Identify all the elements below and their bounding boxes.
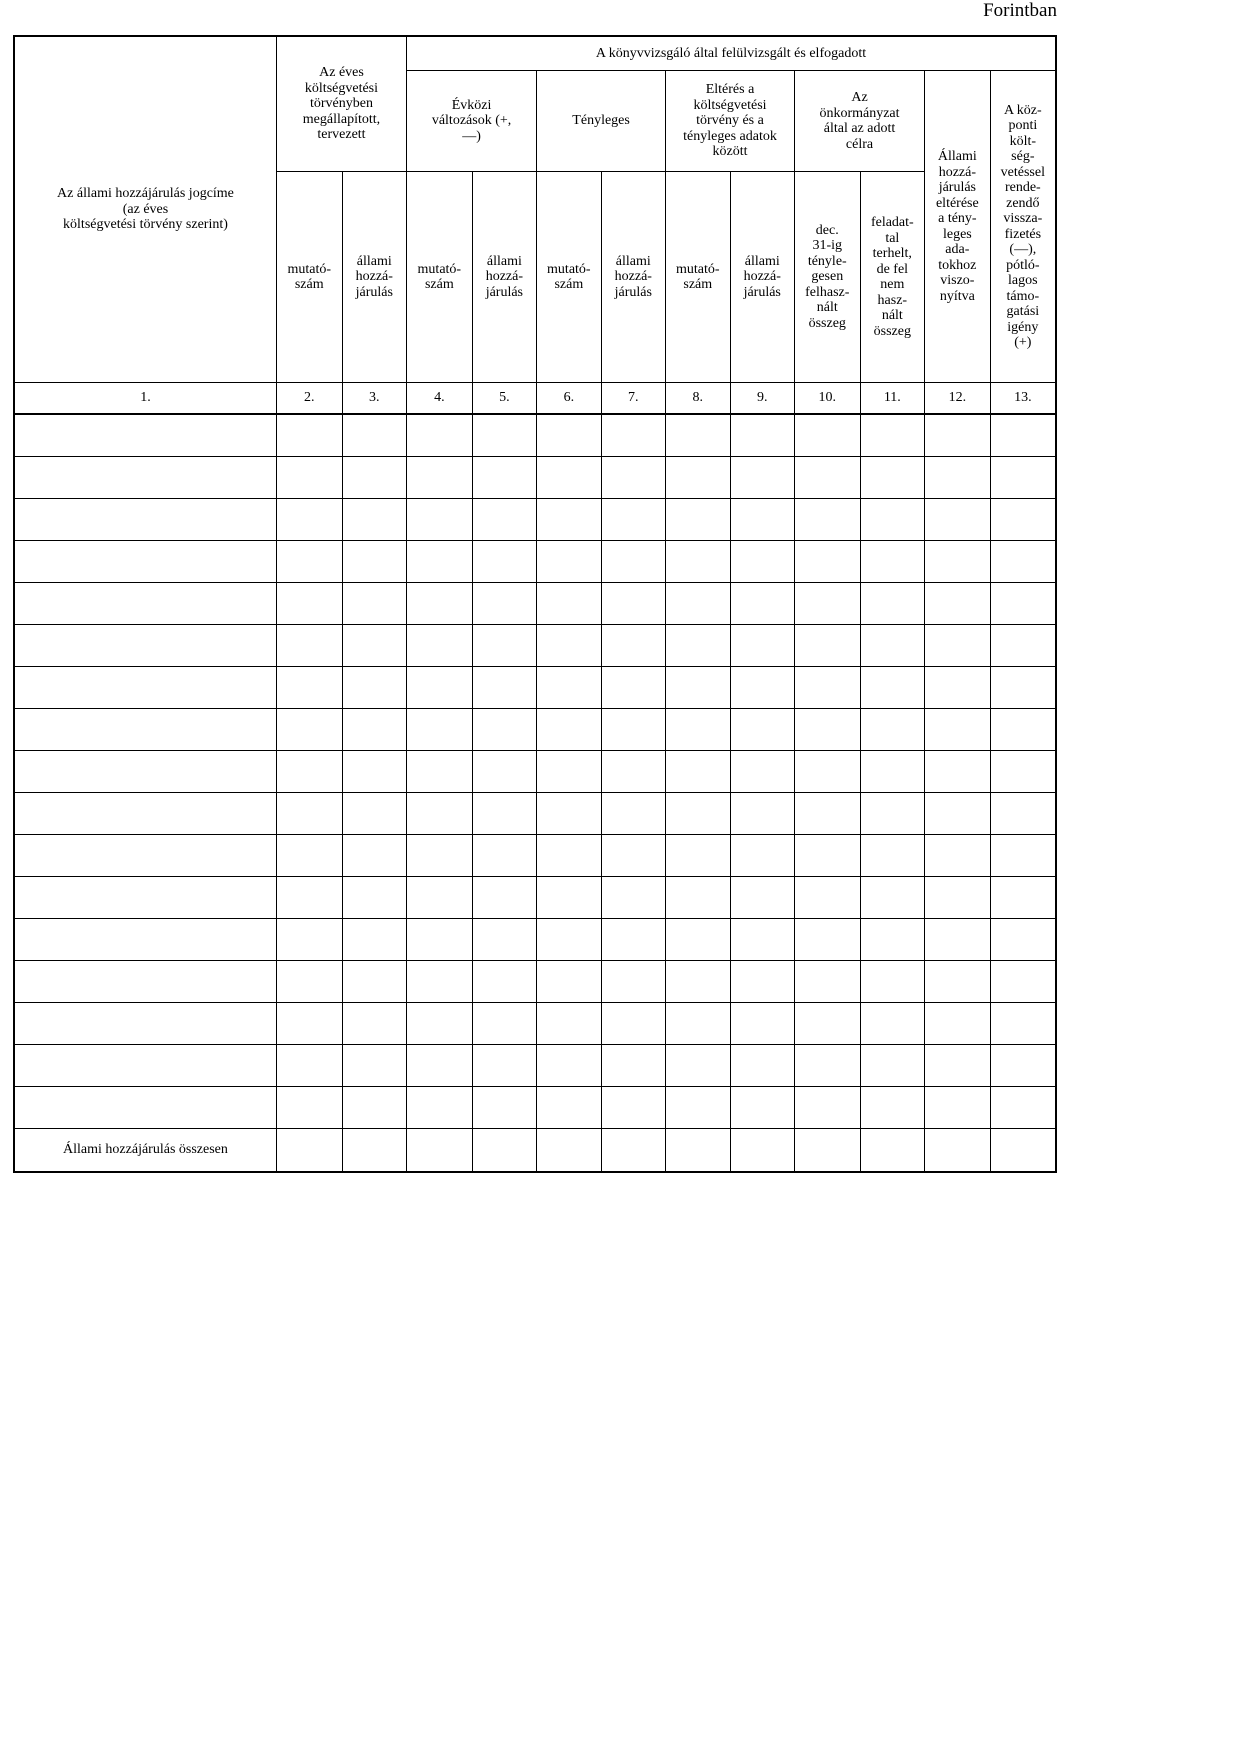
total-cell[interactable] [601, 1129, 665, 1173]
table-row [14, 541, 1056, 583]
table-cell[interactable] [794, 709, 860, 751]
table-cell[interactable] [925, 1087, 991, 1129]
table-cell[interactable] [925, 919, 991, 961]
table-cell[interactable] [860, 877, 924, 919]
table-cell[interactable] [925, 751, 991, 793]
total-cell[interactable] [794, 1129, 860, 1173]
header-state-contribution-diff: Állami hozzá- járulás eltérése a tény- leges ada- tokhoz viszo- nyítva [925, 71, 991, 383]
table-cell[interactable] [601, 1003, 665, 1045]
header-municipality-used: Az önkormányzat által az adott célra [794, 71, 924, 172]
table-row [14, 499, 1056, 541]
header-audited-group: A könyvvizsgáló által felülvizsgált és elfogadott [407, 36, 1056, 71]
table-cell[interactable] [794, 625, 860, 667]
table-cell[interactable] [860, 667, 924, 709]
table-cell[interactable] [860, 499, 924, 541]
table-cell[interactable] [990, 961, 1056, 1003]
table-cell[interactable] [990, 667, 1056, 709]
table-cell[interactable] [601, 457, 665, 499]
table-cell[interactable] [407, 1087, 473, 1129]
total-cell[interactable] [407, 1129, 473, 1173]
table-cell[interactable] [472, 414, 536, 457]
table-cell[interactable] [276, 541, 342, 583]
column-number: 2. [276, 383, 342, 415]
table-cell[interactable] [730, 457, 794, 499]
subheader-state-contribution: állami hozzá- járulás [730, 172, 794, 383]
table-cell[interactable] [407, 457, 473, 499]
total-cell[interactable] [990, 1129, 1056, 1173]
table-cell[interactable] [925, 499, 991, 541]
table-cell[interactable] [537, 751, 601, 793]
table-cell[interactable] [730, 499, 794, 541]
column-number: 5. [472, 383, 536, 415]
table-cell[interactable] [342, 919, 406, 961]
table-cell[interactable] [276, 667, 342, 709]
table-row [14, 919, 1056, 961]
table-cell[interactable] [601, 625, 665, 667]
table-cell[interactable] [990, 414, 1056, 457]
table-cell[interactable] [276, 877, 342, 919]
table-cell[interactable] [925, 625, 991, 667]
total-cell[interactable] [860, 1129, 924, 1173]
table-cell[interactable] [730, 1003, 794, 1045]
table-cell[interactable] [794, 1045, 860, 1087]
column-number: 6. [537, 383, 601, 415]
table-cell[interactable] [860, 919, 924, 961]
table-cell[interactable] [990, 457, 1056, 499]
table-cell[interactable] [794, 1003, 860, 1045]
column-number: 10. [794, 383, 860, 415]
table-cell[interactable] [860, 835, 924, 877]
table-row [14, 709, 1056, 751]
table-cell[interactable] [537, 961, 601, 1003]
table-cell[interactable] [342, 793, 406, 835]
table-cell[interactable] [472, 709, 536, 751]
table-cell[interactable] [925, 583, 991, 625]
table-cell[interactable] [342, 709, 406, 751]
table-cell[interactable] [537, 457, 601, 499]
table-cell[interactable] [794, 457, 860, 499]
table-cell[interactable] [860, 961, 924, 1003]
table-cell[interactable] [860, 541, 924, 583]
table-cell[interactable] [342, 667, 406, 709]
table-cell[interactable] [276, 709, 342, 751]
table-cell[interactable] [14, 877, 276, 919]
table-cell[interactable] [601, 835, 665, 877]
table-cell[interactable] [666, 1045, 730, 1087]
table-cell[interactable] [666, 961, 730, 1003]
column-number: 13. [990, 383, 1056, 415]
total-cell[interactable] [925, 1129, 991, 1173]
table-cell[interactable] [537, 877, 601, 919]
table-cell[interactable] [342, 1087, 406, 1129]
table-cell[interactable] [472, 667, 536, 709]
subheader-state-contribution: állami hozzá- járulás [472, 172, 536, 383]
table-cell[interactable] [730, 1087, 794, 1129]
table-cell[interactable] [472, 919, 536, 961]
table-cell[interactable] [730, 793, 794, 835]
table-row [14, 1087, 1056, 1129]
table-cell[interactable] [537, 709, 601, 751]
table-cell[interactable] [472, 1087, 536, 1129]
table-cell[interactable] [14, 457, 276, 499]
table-row [14, 583, 1056, 625]
table-cell[interactable] [860, 414, 924, 457]
table-cell[interactable] [14, 1003, 276, 1045]
table-cell[interactable] [276, 1045, 342, 1087]
state-contribution-table [13, 35, 1057, 1173]
table-cell[interactable] [342, 835, 406, 877]
column-number: 11. [860, 383, 924, 415]
table-cell[interactable] [537, 414, 601, 457]
table-row [14, 667, 1056, 709]
subheader-indicator: mutató- szám [666, 172, 730, 383]
table-cell[interactable] [730, 541, 794, 583]
table-cell[interactable] [990, 751, 1056, 793]
total-cell[interactable] [276, 1129, 342, 1173]
table-cell[interactable] [472, 877, 536, 919]
table-cell[interactable] [730, 583, 794, 625]
table-cell[interactable] [990, 835, 1056, 877]
table-cell[interactable] [601, 499, 665, 541]
table-cell[interactable] [407, 919, 473, 961]
table-cell[interactable] [666, 835, 730, 877]
table-cell[interactable] [407, 1003, 473, 1045]
table-cell[interactable] [860, 1087, 924, 1129]
table-cell[interactable] [276, 919, 342, 961]
table-cell[interactable] [990, 1003, 1056, 1045]
table-cell[interactable] [276, 583, 342, 625]
table-cell[interactable] [276, 625, 342, 667]
table-cell[interactable] [666, 793, 730, 835]
table-cell[interactable] [730, 751, 794, 793]
table-cell[interactable] [730, 667, 794, 709]
table-cell[interactable] [990, 919, 1056, 961]
table-cell[interactable] [472, 541, 536, 583]
table-cell[interactable] [990, 1087, 1056, 1129]
table-cell[interactable] [407, 709, 473, 751]
subheader-task-burdened: feladat- tal terhelt, de fel nem hasz- nált összeg [860, 172, 924, 383]
table-row [14, 877, 1056, 919]
table-cell[interactable] [342, 751, 406, 793]
table-cell[interactable] [990, 709, 1056, 751]
table-cell[interactable] [14, 709, 276, 751]
total-row [14, 1129, 1056, 1173]
table-row [14, 793, 1056, 835]
table-cell[interactable] [407, 1045, 473, 1087]
total-label: Állami hozzájárulás összesen [14, 1129, 276, 1173]
table-cell[interactable] [860, 625, 924, 667]
table-cell[interactable] [601, 793, 665, 835]
header-central-budget: A köz- ponti költ- ség- vetéssel rende- zendő vissza- fizetés (—), pótló- lagos támo- gatási igény (+) [990, 71, 1056, 383]
table-cell[interactable] [730, 919, 794, 961]
table-cell[interactable] [794, 961, 860, 1003]
table-cell[interactable] [925, 457, 991, 499]
table-cell[interactable] [276, 751, 342, 793]
header-midyear-changes: Évközi változások (+, —) [407, 71, 537, 172]
table-cell[interactable] [990, 583, 1056, 625]
table-cell[interactable] [472, 457, 536, 499]
table-cell[interactable] [537, 625, 601, 667]
table-cell[interactable] [601, 1045, 665, 1087]
subheader-used-by-dec31: dec. 31-ig tényle- gesen felhasz- nált összeg [794, 172, 860, 383]
table-cell[interactable] [860, 793, 924, 835]
table-cell[interactable] [794, 583, 860, 625]
subheader-state-contribution: állami hozzá- járulás [342, 172, 406, 383]
table-cell[interactable] [601, 709, 665, 751]
column-number: 1. [14, 383, 276, 415]
table-cell[interactable] [407, 499, 473, 541]
column-number: 12. [925, 383, 991, 415]
table-cell[interactable] [537, 835, 601, 877]
table-cell[interactable] [537, 541, 601, 583]
table-cell[interactable] [990, 499, 1056, 541]
table-row [14, 835, 1056, 877]
table-cell[interactable] [794, 414, 860, 457]
table-cell[interactable] [666, 1003, 730, 1045]
table-cell[interactable] [342, 541, 406, 583]
table-cell[interactable] [666, 919, 730, 961]
table-cell[interactable] [14, 667, 276, 709]
table-cell[interactable] [537, 667, 601, 709]
table-cell[interactable] [925, 793, 991, 835]
table-cell[interactable] [860, 583, 924, 625]
table-cell[interactable] [990, 625, 1056, 667]
table-cell[interactable] [601, 583, 665, 625]
table-cell[interactable] [537, 499, 601, 541]
table-cell[interactable] [925, 877, 991, 919]
table-cell[interactable] [730, 414, 794, 457]
table-cell[interactable] [990, 541, 1056, 583]
table-cell[interactable] [925, 541, 991, 583]
table-cell[interactable] [666, 1087, 730, 1129]
table-cell[interactable] [925, 835, 991, 877]
table-cell[interactable] [407, 835, 473, 877]
table-cell[interactable] [925, 961, 991, 1003]
table-cell[interactable] [601, 961, 665, 1003]
table-cell[interactable] [794, 793, 860, 835]
table-cell[interactable] [666, 877, 730, 919]
table-cell[interactable] [14, 414, 276, 457]
table-cell[interactable] [666, 541, 730, 583]
table-cell[interactable] [342, 877, 406, 919]
table-cell[interactable] [342, 457, 406, 499]
table-cell[interactable] [342, 1003, 406, 1045]
table-cell[interactable] [860, 1003, 924, 1045]
table-cell[interactable] [472, 499, 536, 541]
table-cell[interactable] [407, 877, 473, 919]
table-cell[interactable] [601, 541, 665, 583]
table-cell[interactable] [537, 793, 601, 835]
table-cell[interactable] [925, 709, 991, 751]
table-cell[interactable] [342, 583, 406, 625]
table-cell[interactable] [730, 625, 794, 667]
subheader-state-contribution: állami hozzá- járulás [601, 172, 665, 383]
total-cell[interactable] [342, 1129, 406, 1173]
table-cell[interactable] [794, 751, 860, 793]
table-cell[interactable] [666, 709, 730, 751]
table-cell[interactable] [472, 961, 536, 1003]
table-cell[interactable] [472, 1003, 536, 1045]
table-cell[interactable] [276, 414, 342, 457]
table-cell[interactable] [666, 751, 730, 793]
table-cell[interactable] [730, 877, 794, 919]
total-cell[interactable] [666, 1129, 730, 1173]
header-planned: Az éves költségvetési törvényben megállapított, tervezett [276, 36, 406, 172]
table-cell[interactable] [730, 835, 794, 877]
table-cell[interactable] [794, 1087, 860, 1129]
table-cell[interactable] [407, 751, 473, 793]
table-cell[interactable] [666, 414, 730, 457]
table-row [14, 414, 1056, 457]
table-cell[interactable] [14, 1045, 276, 1087]
table-cell[interactable] [276, 793, 342, 835]
table-cell[interactable] [407, 961, 473, 1003]
table-cell[interactable] [276, 835, 342, 877]
table-cell[interactable] [794, 541, 860, 583]
table-cell[interactable] [342, 499, 406, 541]
table-cell[interactable] [472, 1045, 536, 1087]
table-cell[interactable] [342, 1045, 406, 1087]
table-cell[interactable] [276, 499, 342, 541]
subheader-indicator: mutató- szám [407, 172, 473, 383]
table-cell[interactable] [990, 793, 1056, 835]
table-cell[interactable] [666, 583, 730, 625]
table-cell[interactable] [794, 499, 860, 541]
table-cell[interactable] [407, 541, 473, 583]
table-cell[interactable] [601, 667, 665, 709]
table-cell[interactable] [537, 1003, 601, 1045]
table-cell[interactable] [342, 625, 406, 667]
table-cell[interactable] [925, 414, 991, 457]
table-cell[interactable] [666, 499, 730, 541]
currency-label: Forintban [983, 0, 1057, 21]
table-cell[interactable] [601, 877, 665, 919]
table-cell[interactable] [794, 835, 860, 877]
table-cell[interactable] [14, 961, 276, 1003]
table-cell[interactable] [276, 961, 342, 1003]
table-cell[interactable] [14, 541, 276, 583]
column-number: 8. [666, 383, 730, 415]
header-title-col: Az állami hozzájárulás jogcíme (az éves költségvetési törvény szerint) [14, 36, 276, 383]
column-number-row [14, 383, 1056, 415]
table-cell[interactable] [276, 457, 342, 499]
table-cell[interactable] [472, 583, 536, 625]
table-row [14, 1045, 1056, 1087]
table-cell[interactable] [14, 1087, 276, 1129]
table-cell[interactable] [925, 1045, 991, 1087]
table-cell[interactable] [407, 414, 473, 457]
subheader-indicator: mutató- szám [276, 172, 342, 383]
table-cell[interactable] [730, 709, 794, 751]
table-row [14, 457, 1056, 499]
table-row [14, 751, 1056, 793]
table-cell[interactable] [860, 1045, 924, 1087]
table-cell[interactable] [14, 583, 276, 625]
table-cell[interactable] [730, 961, 794, 1003]
table-cell[interactable] [794, 919, 860, 961]
table-cell[interactable] [407, 793, 473, 835]
table-cell[interactable] [407, 583, 473, 625]
column-number: 4. [407, 383, 473, 415]
table-cell[interactable] [666, 625, 730, 667]
subheader-indicator: mutató- szám [537, 172, 601, 383]
table-cell[interactable] [537, 583, 601, 625]
table-cell[interactable] [14, 793, 276, 835]
table-cell[interactable] [730, 1045, 794, 1087]
table-cell[interactable] [14, 835, 276, 877]
table-cell[interactable] [472, 835, 536, 877]
table-cell[interactable] [472, 793, 536, 835]
total-cell[interactable] [537, 1129, 601, 1173]
table-cell[interactable] [537, 919, 601, 961]
table-cell[interactable] [601, 751, 665, 793]
table-cell[interactable] [925, 667, 991, 709]
table-cell[interactable] [601, 919, 665, 961]
table-cell[interactable] [601, 414, 665, 457]
header-actual: Tényleges [537, 71, 666, 172]
table-cell[interactable] [407, 625, 473, 667]
table-cell[interactable] [407, 667, 473, 709]
table-cell[interactable] [537, 1045, 601, 1087]
table-cell[interactable] [794, 667, 860, 709]
table-cell[interactable] [860, 457, 924, 499]
column-number: 7. [601, 383, 665, 415]
table-cell[interactable] [276, 1087, 342, 1129]
table-cell[interactable] [472, 625, 536, 667]
table-cell[interactable] [14, 751, 276, 793]
table-cell[interactable] [666, 667, 730, 709]
table-cell[interactable] [14, 625, 276, 667]
column-number: 3. [342, 383, 406, 415]
table-cell[interactable] [342, 961, 406, 1003]
table-cell[interactable] [990, 1045, 1056, 1087]
table-cell[interactable] [472, 751, 536, 793]
table-cell[interactable] [925, 1003, 991, 1045]
column-number: 9. [730, 383, 794, 415]
table-cell[interactable] [14, 499, 276, 541]
total-cell[interactable] [730, 1129, 794, 1173]
table-cell[interactable] [342, 414, 406, 457]
table-row [14, 625, 1056, 667]
table-cell[interactable] [860, 751, 924, 793]
table-cell[interactable] [860, 709, 924, 751]
table-cell[interactable] [666, 457, 730, 499]
table-cell[interactable] [794, 877, 860, 919]
table-cell[interactable] [990, 877, 1056, 919]
table-row [14, 1003, 1056, 1045]
table-cell[interactable] [276, 1003, 342, 1045]
table-cell[interactable] [14, 919, 276, 961]
table-cell[interactable] [537, 1087, 601, 1129]
table-cell[interactable] [601, 1087, 665, 1129]
table-row [14, 961, 1056, 1003]
header-difference: Eltérés a költségvetési törvény és a tényleges adatok között [666, 71, 795, 172]
total-cell[interactable] [472, 1129, 536, 1173]
